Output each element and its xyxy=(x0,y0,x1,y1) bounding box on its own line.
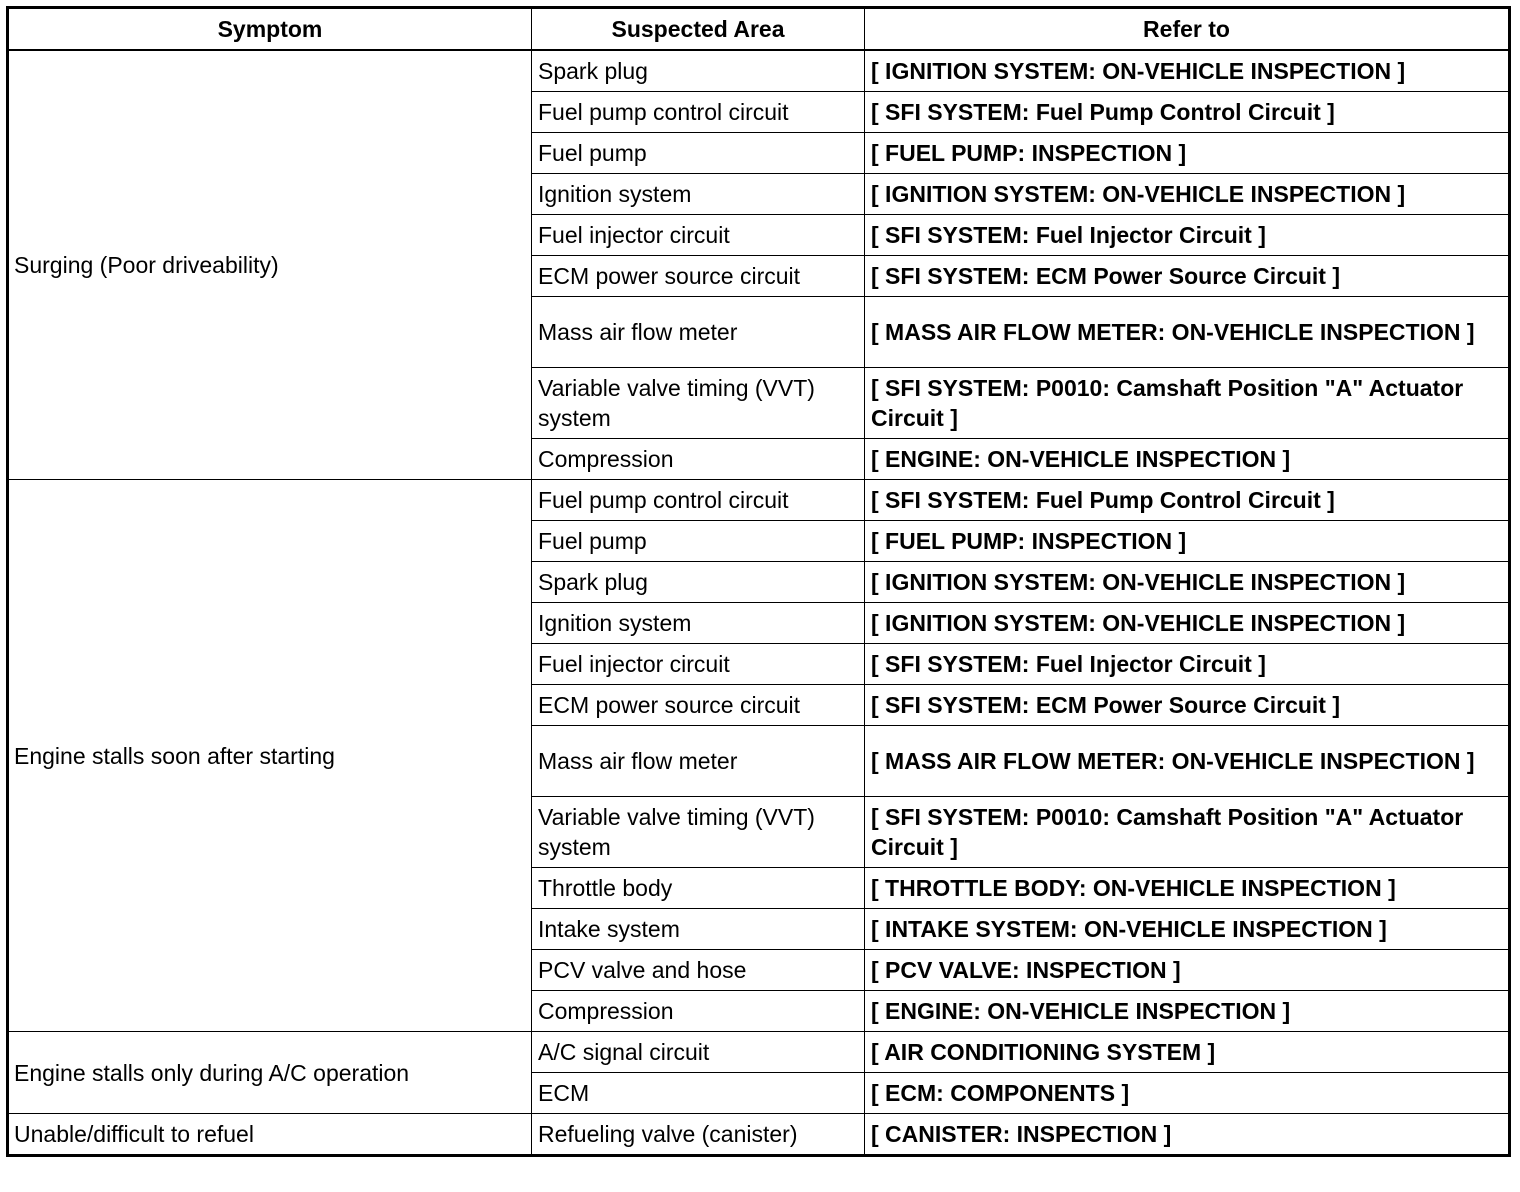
suspected-area-cell: Mass air flow meter xyxy=(532,726,865,797)
reference-link[interactable]: [ FUEL PUMP: INSPECTION ] xyxy=(865,133,1510,174)
suspected-area-cell: Ignition system xyxy=(532,174,865,215)
reference-link[interactable]: [ MASS AIR FLOW METER: ON-VEHICLE INSPECTION ] xyxy=(865,297,1510,368)
suspected-area-cell: Fuel injector circuit xyxy=(532,644,865,685)
reference-link[interactable]: [ FUEL PUMP: INSPECTION ] xyxy=(865,521,1510,562)
header-refer-to: Refer to xyxy=(865,8,1510,51)
suspected-area-cell: Ignition system xyxy=(532,603,865,644)
reference-link[interactable]: [ ECM: COMPONENTS ] xyxy=(865,1073,1510,1114)
reference-link[interactable]: [ SFI SYSTEM: ECM Power Source Circuit ] xyxy=(865,256,1510,297)
symptom-cell: Unable/difficult to refuel xyxy=(8,1114,532,1156)
table-row xyxy=(8,1114,1510,1156)
reference-link[interactable]: [ THROTTLE BODY: ON-VEHICLE INSPECTION ] xyxy=(865,868,1510,909)
suspected-area-cell: PCV valve and hose xyxy=(532,950,865,991)
symptom-cell: Engine stalls soon after starting xyxy=(8,480,532,1032)
reference-link[interactable]: [ MASS AIR FLOW METER: ON-VEHICLE INSPECTION ] xyxy=(865,726,1510,797)
reference-link[interactable]: [ ENGINE: ON-VEHICLE INSPECTION ] xyxy=(865,439,1510,480)
suspected-area-cell: ECM power source circuit xyxy=(532,256,865,297)
reference-link[interactable]: [ INTAKE SYSTEM: ON-VEHICLE INSPECTION ] xyxy=(865,909,1510,950)
suspected-area-cell: ECM xyxy=(532,1073,865,1114)
suspected-area-cell: Fuel pump control circuit xyxy=(532,92,865,133)
symptom-cell: Surging (Poor driveability) xyxy=(8,50,532,480)
symptom-cell: Engine stalls only during A/C operation xyxy=(8,1032,532,1114)
reference-link[interactable]: [ PCV VALVE: INSPECTION ] xyxy=(865,950,1510,991)
reference-link[interactable]: [ SFI SYSTEM: P0010: Camshaft Position "A" Actuator Circuit ] xyxy=(865,797,1510,868)
header-row xyxy=(8,8,1510,51)
table-row xyxy=(8,1032,1510,1073)
suspected-area-cell: Spark plug xyxy=(532,50,865,92)
header-suspected-area: Suspected Area xyxy=(532,8,865,51)
suspected-area-cell: Fuel injector circuit xyxy=(532,215,865,256)
reference-link[interactable]: [ IGNITION SYSTEM: ON-VEHICLE INSPECTION ] xyxy=(865,50,1510,92)
suspected-area-cell: Intake system xyxy=(532,909,865,950)
reference-link[interactable]: [ SFI SYSTEM: Fuel Pump Control Circuit ] xyxy=(865,480,1510,521)
reference-link[interactable]: [ SFI SYSTEM: Fuel Pump Control Circuit ] xyxy=(865,92,1510,133)
suspected-area-cell: Compression xyxy=(532,439,865,480)
header-symptom: Symptom xyxy=(8,8,532,51)
reference-link[interactable]: [ CANISTER: INSPECTION ] xyxy=(865,1114,1510,1156)
suspected-area-cell: Variable valve timing (VVT) system xyxy=(532,797,865,868)
suspected-area-cell: Fuel pump control circuit xyxy=(532,480,865,521)
suspected-area-cell: Variable valve timing (VVT) system xyxy=(532,368,865,439)
suspected-area-cell: Fuel pump xyxy=(532,521,865,562)
suspected-area-cell: Compression xyxy=(532,991,865,1032)
suspected-area-cell: Refueling valve (canister) xyxy=(532,1114,865,1156)
suspected-area-cell: Spark plug xyxy=(532,562,865,603)
table-row xyxy=(8,50,1510,92)
reference-link[interactable]: [ SFI SYSTEM: ECM Power Source Circuit ] xyxy=(865,685,1510,726)
reference-link[interactable]: [ IGNITION SYSTEM: ON-VEHICLE INSPECTION ] xyxy=(865,562,1510,603)
reference-link[interactable]: [ IGNITION SYSTEM: ON-VEHICLE INSPECTION ] xyxy=(865,603,1510,644)
reference-link[interactable]: [ AIR CONDITIONING SYSTEM ] xyxy=(865,1032,1510,1073)
reference-link[interactable]: [ IGNITION SYSTEM: ON-VEHICLE INSPECTION ] xyxy=(865,174,1510,215)
reference-link[interactable]: [ SFI SYSTEM: P0010: Camshaft Position "A" Actuator Circuit ] xyxy=(865,368,1510,439)
reference-link[interactable]: [ SFI SYSTEM: Fuel Injector Circuit ] xyxy=(865,215,1510,256)
table-row xyxy=(8,480,1510,521)
reference-link[interactable]: [ SFI SYSTEM: Fuel Injector Circuit ] xyxy=(865,644,1510,685)
reference-link[interactable]: [ ENGINE: ON-VEHICLE INSPECTION ] xyxy=(865,991,1510,1032)
suspected-area-cell: Throttle body xyxy=(532,868,865,909)
suspected-area-cell: ECM power source circuit xyxy=(532,685,865,726)
suspected-area-cell: Fuel pump xyxy=(532,133,865,174)
suspected-area-cell: Mass air flow meter xyxy=(532,297,865,368)
suspected-area-cell: A/C signal circuit xyxy=(532,1032,865,1073)
diagnosis-table xyxy=(6,6,1511,1157)
